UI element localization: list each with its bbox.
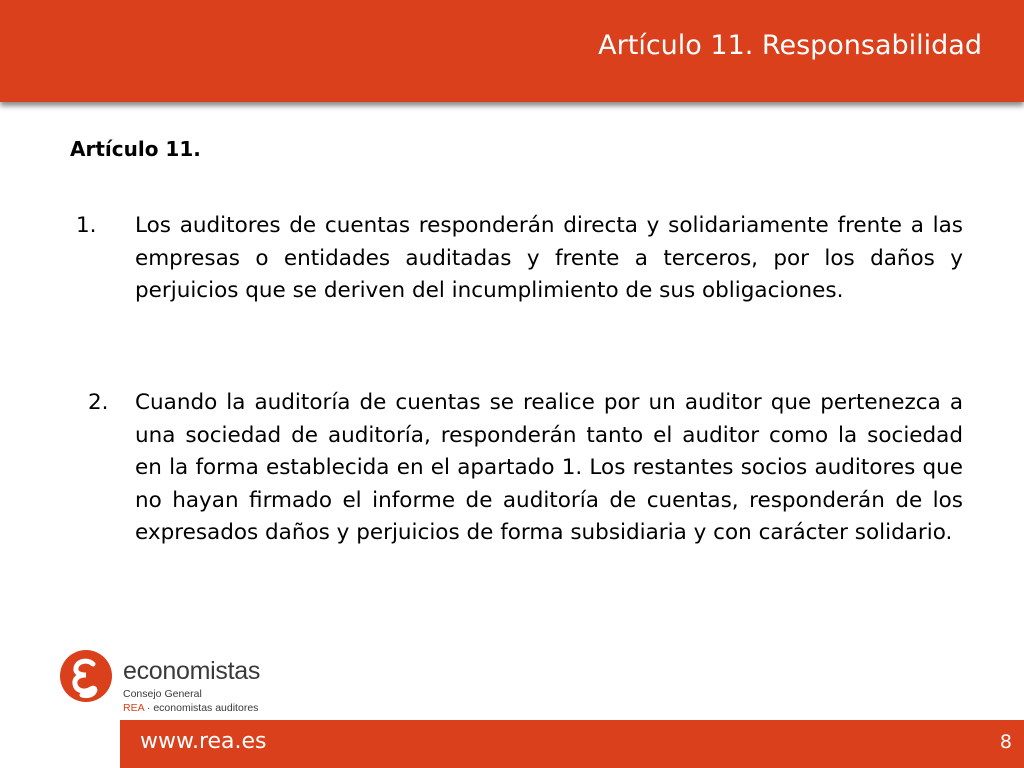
footer-bar	[120, 720, 1024, 768]
logo-mark-icon	[60, 650, 112, 702]
logo-subtitle: Consejo General	[123, 688, 202, 700]
article-heading: Artículo 11.	[70, 137, 201, 161]
slide-title: Artículo 11. Responsabilidad	[598, 30, 982, 61]
item-number: 1.	[76, 213, 97, 238]
logo-tagline	[123, 702, 258, 714]
item-number: 2.	[88, 390, 109, 415]
logo-tagline-rest: · economistas auditores	[144, 702, 259, 714]
economistas-logo	[60, 650, 300, 720]
title-bar	[0, 0, 1024, 102]
logo-name: economistas	[123, 657, 261, 685]
logo-tagline-accent: REA	[123, 702, 145, 714]
footer-url[interactable]: www.rea.es	[140, 729, 267, 754]
page-number: 8	[999, 731, 1012, 753]
item-text: Los auditores de cuentas responderán directa y solidariamente frente a las empresas o entidades auditadas y frente a terceros, por los daños y perjuicios que se deriven del incumplimiento de sus obligaciones.	[135, 213, 963, 303]
item-text: Cuando la auditoría de cuentas se realice por un auditor que pertenezca a una sociedad de auditoría, responderán tanto el auditor como la sociedad en la forma establecida en el apartado 1. Los restantes socios auditores que no hayan firmado el informe de auditoría de cuentas, responderán de los expresados daños y perjuicios de forma subsidiaria y con carácter solidario.	[135, 390, 963, 545]
